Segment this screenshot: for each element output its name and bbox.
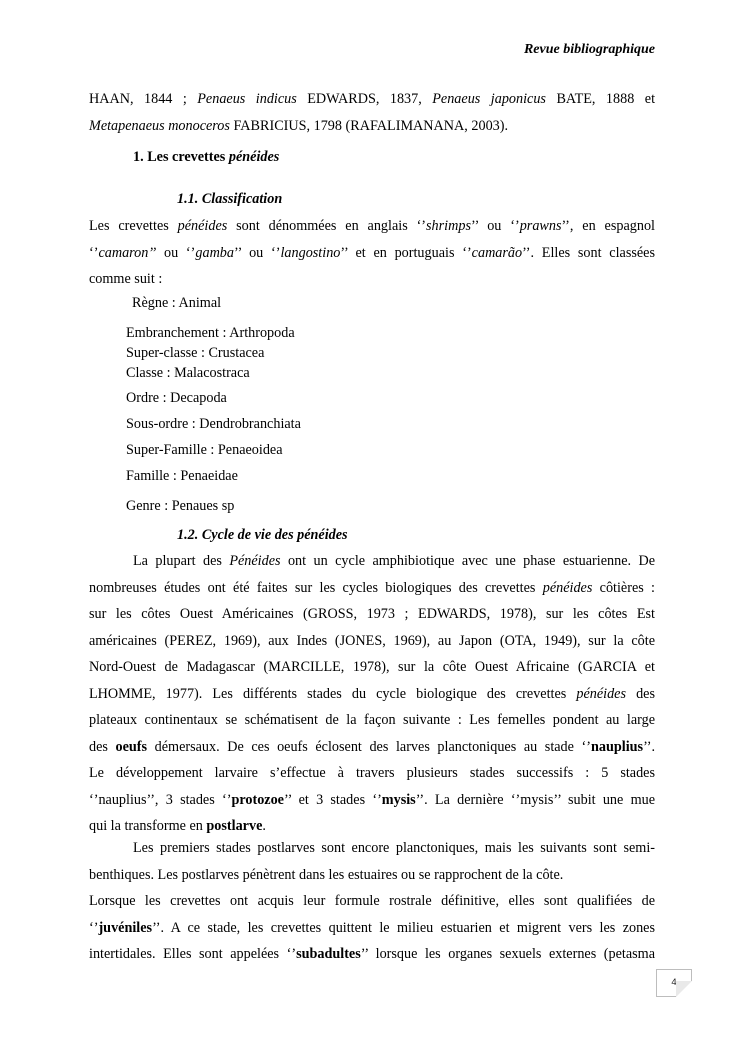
taxon-embranchement: Embranchement : Arthropoda bbox=[126, 325, 295, 341]
intro-paragraph bbox=[89, 86, 655, 139]
taxon-regne: Règne : Animal bbox=[132, 295, 222, 311]
classification-paragraph bbox=[89, 213, 655, 293]
text-line: Les crevettes pénéides sont dénommées en anglais ‘’shrimps’’ ou ‘’prawns’’, en espagnol bbox=[89, 218, 655, 234]
text-line: Nord-Ouest de Madagascar (MARCILLE, 1978), sur la côte Ouest Africaine (GARCIA et bbox=[89, 659, 655, 675]
taxon-superclasse: Super-classe : Crustacea bbox=[126, 345, 265, 361]
taxon-superfamille: Super-Famille : Penaeoidea bbox=[126, 442, 283, 458]
taxon-genre: Genre : Penaues sp bbox=[126, 498, 235, 514]
text-line: plateaux continentaux se schématisent de la façon suivante : Les femelles pondent au large bbox=[89, 712, 655, 728]
taxon-ordre: Ordre : Decapoda bbox=[126, 390, 227, 406]
subsection-heading: 1.1. Classification bbox=[177, 191, 283, 207]
postlarvae-paragraph bbox=[89, 835, 655, 968]
taxon-famille: Famille : Penaeidae bbox=[126, 468, 238, 484]
text-line: intertidales. Elles sont appelées ‘’subadultes’’ lorsque les organes sexuels externes (petasma bbox=[89, 946, 655, 962]
subsection-heading: 1.2. Cycle de vie des pénéides bbox=[177, 527, 348, 543]
text-line: américaines (PEREZ, 1969), aux Indes (JONES, 1969), au Japon (OTA, 1949), sur la côte bbox=[89, 632, 655, 649]
text-line: Lorsque les crevettes ont acquis leur formule rostrale définitive, elles sont qualifiées de bbox=[89, 893, 655, 909]
text-line: des oeufs démersaux. De ces oeufs éclosent des larves planctoniques au stade ‘’nauplius’’. bbox=[89, 738, 656, 755]
running-header: Revue bibliographique bbox=[523, 42, 655, 57]
text-line: nombreuses études ont été faites sur les cycles biologiques des crevettes pénéides côtières : bbox=[89, 579, 656, 596]
text-line: ‘’camaron’’ ou ‘’gamba’’ ou ‘’langostino’’ et en portuguais ‘’camarão’’. Elles sont classées bbox=[89, 244, 655, 261]
taxon-classe: Classe : Malacostraca bbox=[126, 365, 250, 381]
text-line: Metapenaeus monoceros FABRICIUS, 1798 (RAFALIMANANA, 2003). bbox=[89, 117, 509, 134]
text-line: qui la transforme en postlarve. bbox=[89, 818, 266, 834]
text-line: LHOMME, 1977). Les différents stades du cycle biologique des crevettes pénéides des bbox=[89, 685, 655, 702]
text-line: ‘’nauplius’’, 3 stades ‘’protozoe’’ et 3 stades ‘’mysis’’. La dernière ‘’mysis’’ subit une mue bbox=[89, 791, 655, 808]
taxon-sousordre: Sous-ordre : Dendrobranchiata bbox=[126, 416, 301, 432]
text-line: comme suit : bbox=[89, 271, 163, 287]
life-cycle-paragraph bbox=[89, 548, 655, 840]
text-line: Les premiers stades postlarves sont encore planctoniques, mais les suivants sont semi- bbox=[133, 840, 655, 856]
text-line: ‘’juvéniles’’. A ce stade, les crevettes quittent le milieu estuarien et migrent vers les zones bbox=[89, 919, 655, 936]
text-line: La plupart des Pénéides ont un cycle amphibiotique avec une phase estuarienne. De bbox=[133, 553, 655, 569]
text-line: benthiques. Les postlarves pénètrent dans les estuaires ou se rapprochent de la côte. bbox=[89, 866, 564, 883]
page-number: 4 bbox=[671, 977, 677, 988]
section-heading: 1. Les crevettes pénéides bbox=[133, 149, 280, 165]
text-line: HAAN, 1844 ; Penaeus indicus EDWARDS, 1837, Penaeus japonicus BATE, 1888 et bbox=[89, 91, 656, 107]
text-line: Le développement larvaire s’effectue à travers plusieurs stades successifs : 5 stades bbox=[89, 765, 655, 781]
page-number-box bbox=[656, 969, 692, 997]
text-line: sur les côtes Ouest Américaines (GROSS, 1973 ; EDWARDS, 1978), sur les côtes Est bbox=[89, 606, 655, 622]
